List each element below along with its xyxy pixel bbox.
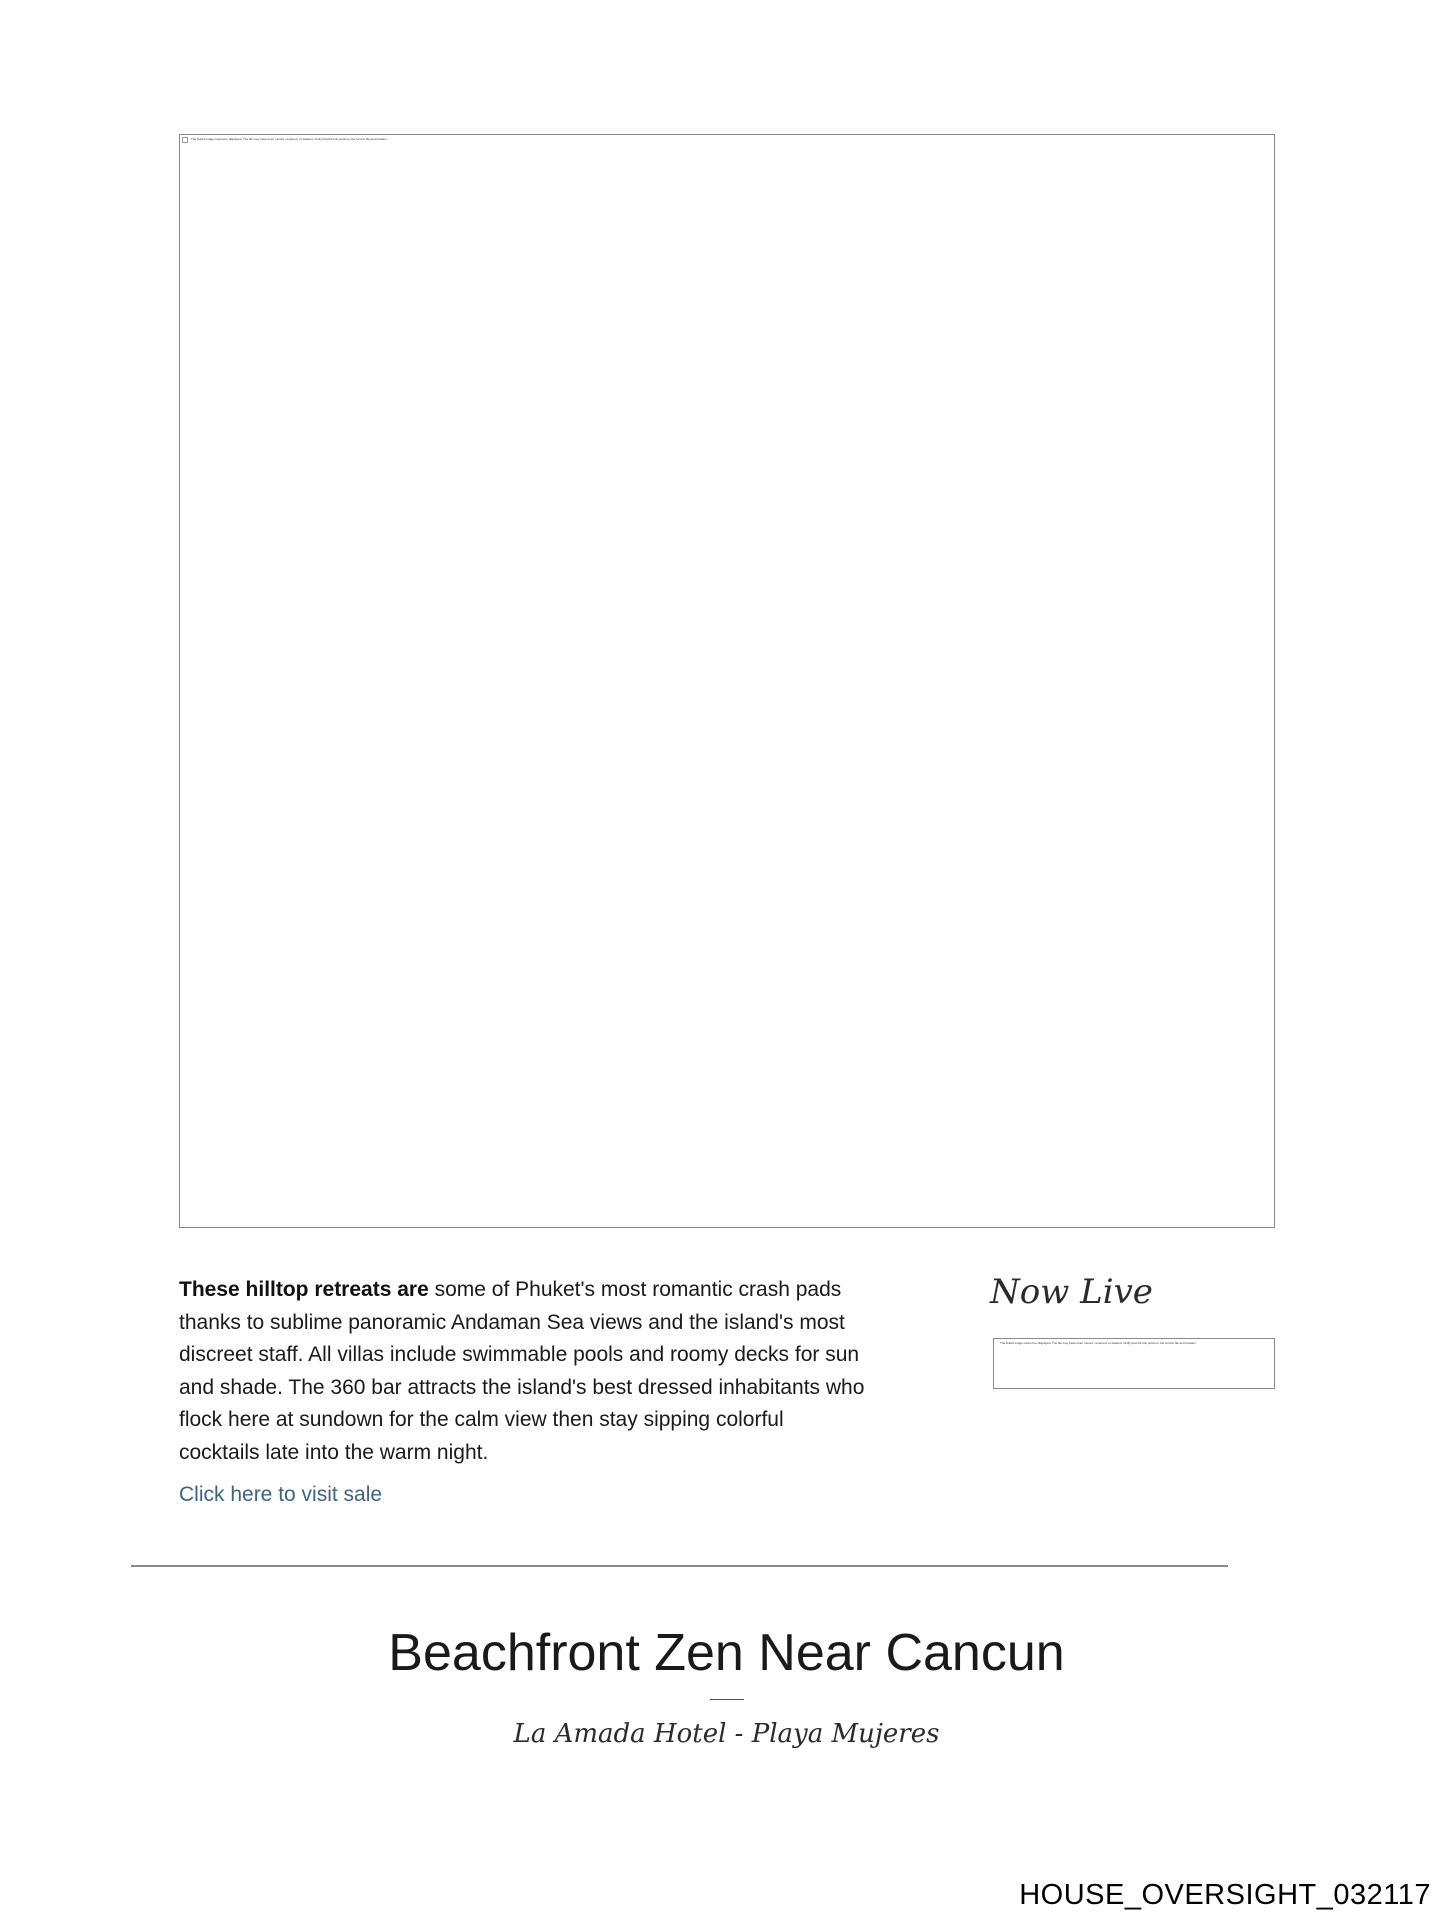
visit-sale-link[interactable]: Click here to visit sale [179,1483,383,1506]
bates-number: HOUSE_OVERSIGHT_032117 [1019,1879,1431,1911]
title-rule [710,1699,744,1700]
main-image-frame [179,134,1275,1228]
main-image-placeholder [182,137,388,143]
main-image-placeholder-text: The linked image cannot be displayed. The file may have been moved, renamed, or deleted. Verify that the link points to the correct file and location. [191,137,388,141]
article-body [179,1274,869,1469]
section-title: Beachfront Zen Near Cancun [388,1624,1065,1682]
section-subtitle: La Amada Hotel - Playa Mujeres [513,1719,940,1749]
now-live-placeholder-text: The linked image cannot be displayed. The file may have been moved, renamed, or deleted. Verify that the link points to the correct file and location. [1000,1341,1197,1345]
now-live-heading: Now Live [990,1272,1153,1312]
article-lead-bold: These hilltop retreats are [179,1278,429,1301]
now-live-image-frame[interactable] [993,1338,1275,1389]
broken-image-icon [182,137,188,143]
article-body-text: some of Phuket's most romantic crash pads thanks to sublime panoramic Andaman Sea views and the island's most discreet staff. All villas include swimmable pools and roomy decks for sun and shade. The 360 bar attracts the island's best dressed inhabitants who flock here at sundown for the calm view then stay sipping colorful cocktails late into the warm night. [179,1278,865,1464]
section-divider [131,1565,1228,1567]
